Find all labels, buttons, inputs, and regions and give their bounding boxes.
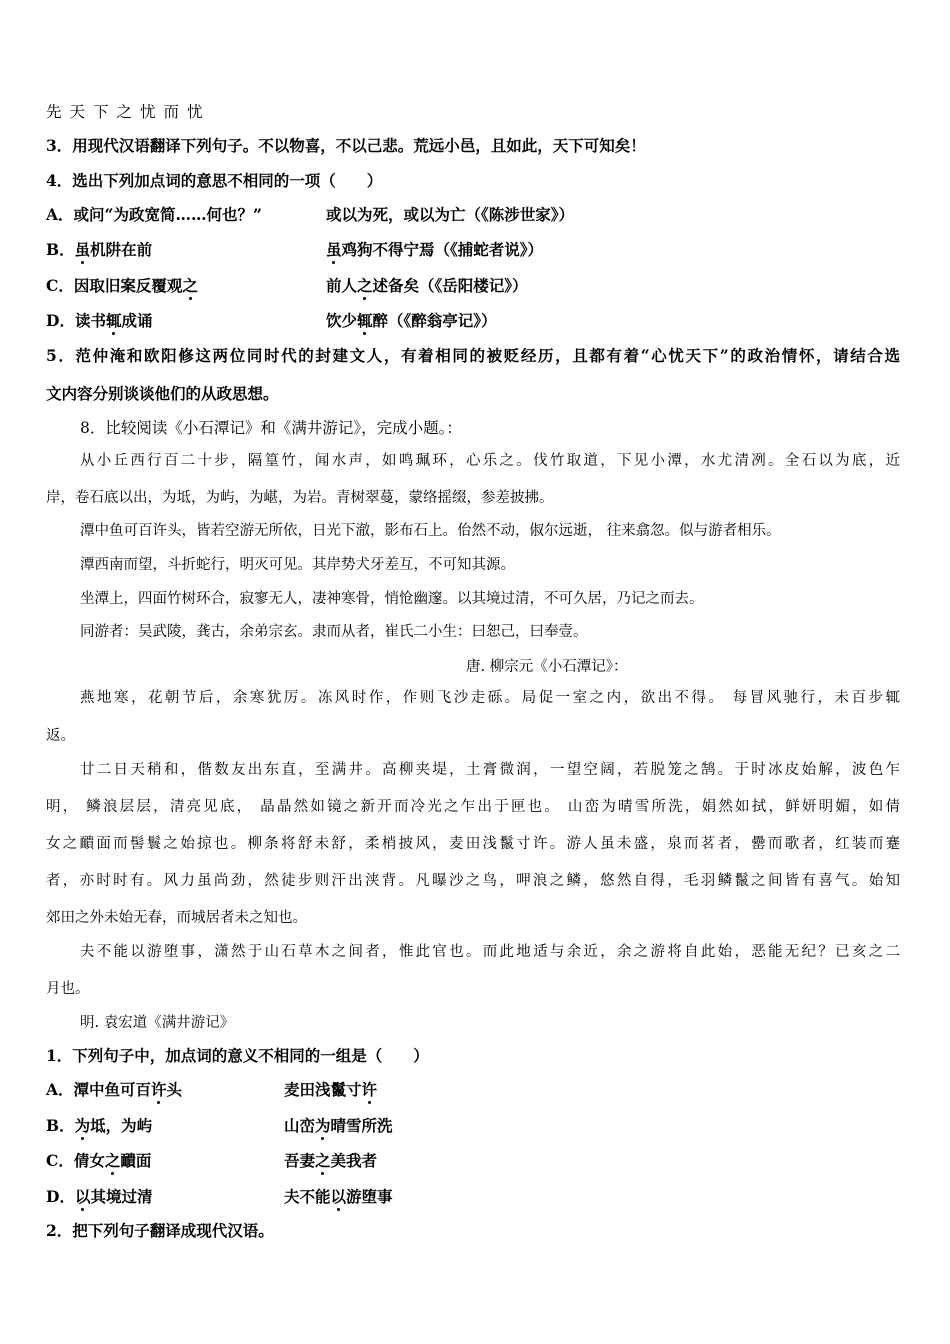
- passage-2-line: 者，亦时时有。风力虽尚劲，然徒步则汗出浃背。凡曝沙之鸟，呷浪之鳞，悠然自得，毛羽鳞鬣之间皆有喜气。始知: [46, 873, 900, 889]
- dotted-word: 虽: [74, 240, 91, 259]
- option-c-right-text: 美我者: [330, 1151, 378, 1170]
- question-5-line-2: 文内容分别谈谈他们的从政思想。: [46, 384, 279, 403]
- passage-2-line: 夫不能以游堕事，潇然于山石草木之间者，惟此官也。而此地适与余近，余之游将自此始，恶能无纪？已亥之二: [80, 944, 900, 960]
- dotted-word: 之: [357, 276, 373, 295]
- passage-2-line: 燕地寒，花朝节后，余寒犹厉。冻风时作，作则飞沙走砾。局促一室之内，欲出不得。 每冒风驰行，未百步辄: [80, 690, 900, 706]
- sub-question-1-option-b: [46, 1116, 152, 1136]
- dotted-word: 许: [361, 1080, 378, 1099]
- passage-1-line: 潭西南而望，斗折蛇行，明灭可见。其岸势犬牙差互，不可知其源。: [80, 557, 515, 573]
- option-a-left-rest: 头: [166, 1080, 183, 1099]
- option-d-left-rest: 成诵: [121, 311, 153, 330]
- option-a-left: A．潭中鱼可百: [46, 1080, 152, 1099]
- dotted-word: 许: [151, 1080, 167, 1099]
- option-b-right-text: 鸡狗不得宁焉（《捕蛇者说》）: [341, 240, 544, 259]
- passage-2-line: 明， 鳞浪层层，清亮见底， 晶晶然如镜之新开而冷光之乍出于匣也。 山峦为晴雪所洗，娟然如拭，鲜妍明媚，如倩: [46, 799, 900, 815]
- option-a-right: [284, 1080, 377, 1100]
- option-d-left-rest: 其境过清: [90, 1187, 153, 1206]
- question-3: 3．用现代汉语翻译下列句子。不以物喜，不以己悲。荒远小邑，且如此，天下可知矣！: [46, 136, 646, 155]
- option-c-left: C．因取旧案反覆观: [46, 276, 183, 295]
- option-c-right: [326, 276, 528, 296]
- option-c-right-pre: 前人: [326, 276, 358, 295]
- option-b-label: B．: [46, 1116, 75, 1135]
- option-d-left: D．读书: [46, 311, 106, 330]
- passage-2-line: 郊田之外未始无春，而城居者未之知也。: [46, 910, 307, 926]
- text-line-heading: 先天下之忧而忧: [46, 103, 211, 121]
- option-d-right-text: 游堕事: [346, 1187, 393, 1206]
- option-a-right: 或以为死，或以为亡（《陈涉世家》）: [326, 205, 575, 224]
- passage-1-line: 坐潭上，四面竹树环合，寂寥无人，凄神寒骨，悄怆幽邃。以其境过清，不可久居，乃记之而去。: [80, 591, 704, 607]
- option-b-label: B．: [46, 240, 75, 259]
- passage-2-line: 返。: [46, 728, 75, 744]
- dotted-word: 之: [104, 1151, 121, 1170]
- dotted-word: 之: [182, 276, 198, 295]
- passage-1-line: 潭中鱼可百许头，皆若空游无所依，日光下澈，影布石上。佁然不动，俶尔远逝， 往来翕忽。似与游者相乐。: [80, 523, 781, 539]
- sub-question-1-option-c: [46, 1151, 151, 1171]
- dotted-word: 之: [315, 1151, 331, 1170]
- sub-question-1-option-d: [46, 1187, 152, 1207]
- option-c-right-text: 述备矣（《岳阳楼记》）: [372, 276, 528, 295]
- option-d-right-pre: 夫不能: [284, 1187, 331, 1206]
- question-4-option-a: [46, 205, 262, 225]
- passage-2-line: 廿二日天稍和，偕数友出东直，至满井。高柳夹堤，土膏微润，一望空阔，若脱笼之鹄。于时冰皮始解，波色乍: [80, 762, 900, 778]
- question-8: 8．比较阅读《小石潭记》和《满井游记》，完成小题。：: [80, 419, 462, 437]
- option-c-left: C．倩女: [46, 1151, 105, 1170]
- option-d-right-text: 醉（《醉翁亭记》）: [372, 311, 497, 330]
- dotted-word: 虽: [326, 240, 342, 259]
- option-d-label: D．: [46, 1187, 75, 1206]
- option-b-right-text: 晴雪所洗: [330, 1116, 393, 1135]
- option-d-right: [326, 311, 497, 331]
- option-a-right-pre: 麦田浅鬣寸: [284, 1080, 362, 1099]
- dotted-word: 为: [315, 1116, 331, 1135]
- passage-2-source: 明. 袁宏道《满井游记》: [80, 1015, 235, 1031]
- sub-question-1: 1．下列句子中，加点词的意义不相同的一组是（ ）: [46, 1046, 429, 1065]
- option-c-right-pre: 吾妻: [284, 1151, 316, 1170]
- dotted-word: 以: [330, 1187, 347, 1206]
- option-c-right: [284, 1151, 377, 1171]
- passage-2-line: 月也。: [46, 981, 90, 997]
- passage-2-line: 女之靧面而髻鬟之始掠也。柳条将舒未舒，柔梢披风，麦田浅鬣寸许。游人虽未盛，泉而茗者，罍而歌者，红装而蹇: [46, 836, 900, 852]
- question-4: 4．选出下列加点词的意思不相同的一项（ ）: [46, 171, 383, 190]
- passage-1-source: 唐. 柳宗元《小石潭记》：: [466, 659, 628, 675]
- option-b-left-rest: 坻，为屿: [90, 1116, 153, 1135]
- question-5-line-1: 5．范仲淹和欧阳修这两位同时代的封建文人，有着相同的被贬经历，且都有着“心忧天下”的政治情怀，请结合选: [46, 346, 900, 365]
- dotted-word: 辄: [357, 311, 373, 330]
- passage-1-line: 岸，卷石底以出，为坻，为屿，为嵁，为岩。青树翠蔓，蒙络摇缀，参差披拂。: [46, 490, 554, 506]
- sub-question-1-option-a: [46, 1080, 182, 1100]
- option-d-right: [284, 1187, 393, 1207]
- sub-question-2: 2．把下列句子翻译成现代汉语。: [46, 1221, 274, 1240]
- option-b-right-pre: 山峦: [284, 1116, 316, 1135]
- option-b-right: [326, 240, 543, 260]
- option-b-left: 机阱在前: [90, 240, 153, 259]
- question-4-option-c: [46, 276, 198, 296]
- option-d-right-pre: 饮少: [326, 311, 358, 330]
- dotted-word: 为: [74, 1116, 91, 1135]
- passage-1-line: 从小丘西行百二十步，隔篁竹，闻水声，如鸣珮环，心乐之。伐竹取道，下见小潭，水尤清冽。全石以为底，近: [80, 453, 900, 469]
- option-c-left-rest: 靧面: [120, 1151, 152, 1170]
- passage-1-line: 同游者：吴武陵，龚古，余弟宗玄。隶而从者，崔氏二小生：曰恕己，曰奉壹。: [80, 624, 588, 640]
- dotted-word: 辄: [105, 311, 122, 330]
- dotted-word: 以: [74, 1187, 91, 1206]
- question-4-option-d: [46, 311, 152, 331]
- question-4-option-b: [46, 240, 152, 260]
- option-a-left: A．或问“为政宽简……何也？”: [46, 205, 262, 224]
- option-b-right: [284, 1116, 393, 1136]
